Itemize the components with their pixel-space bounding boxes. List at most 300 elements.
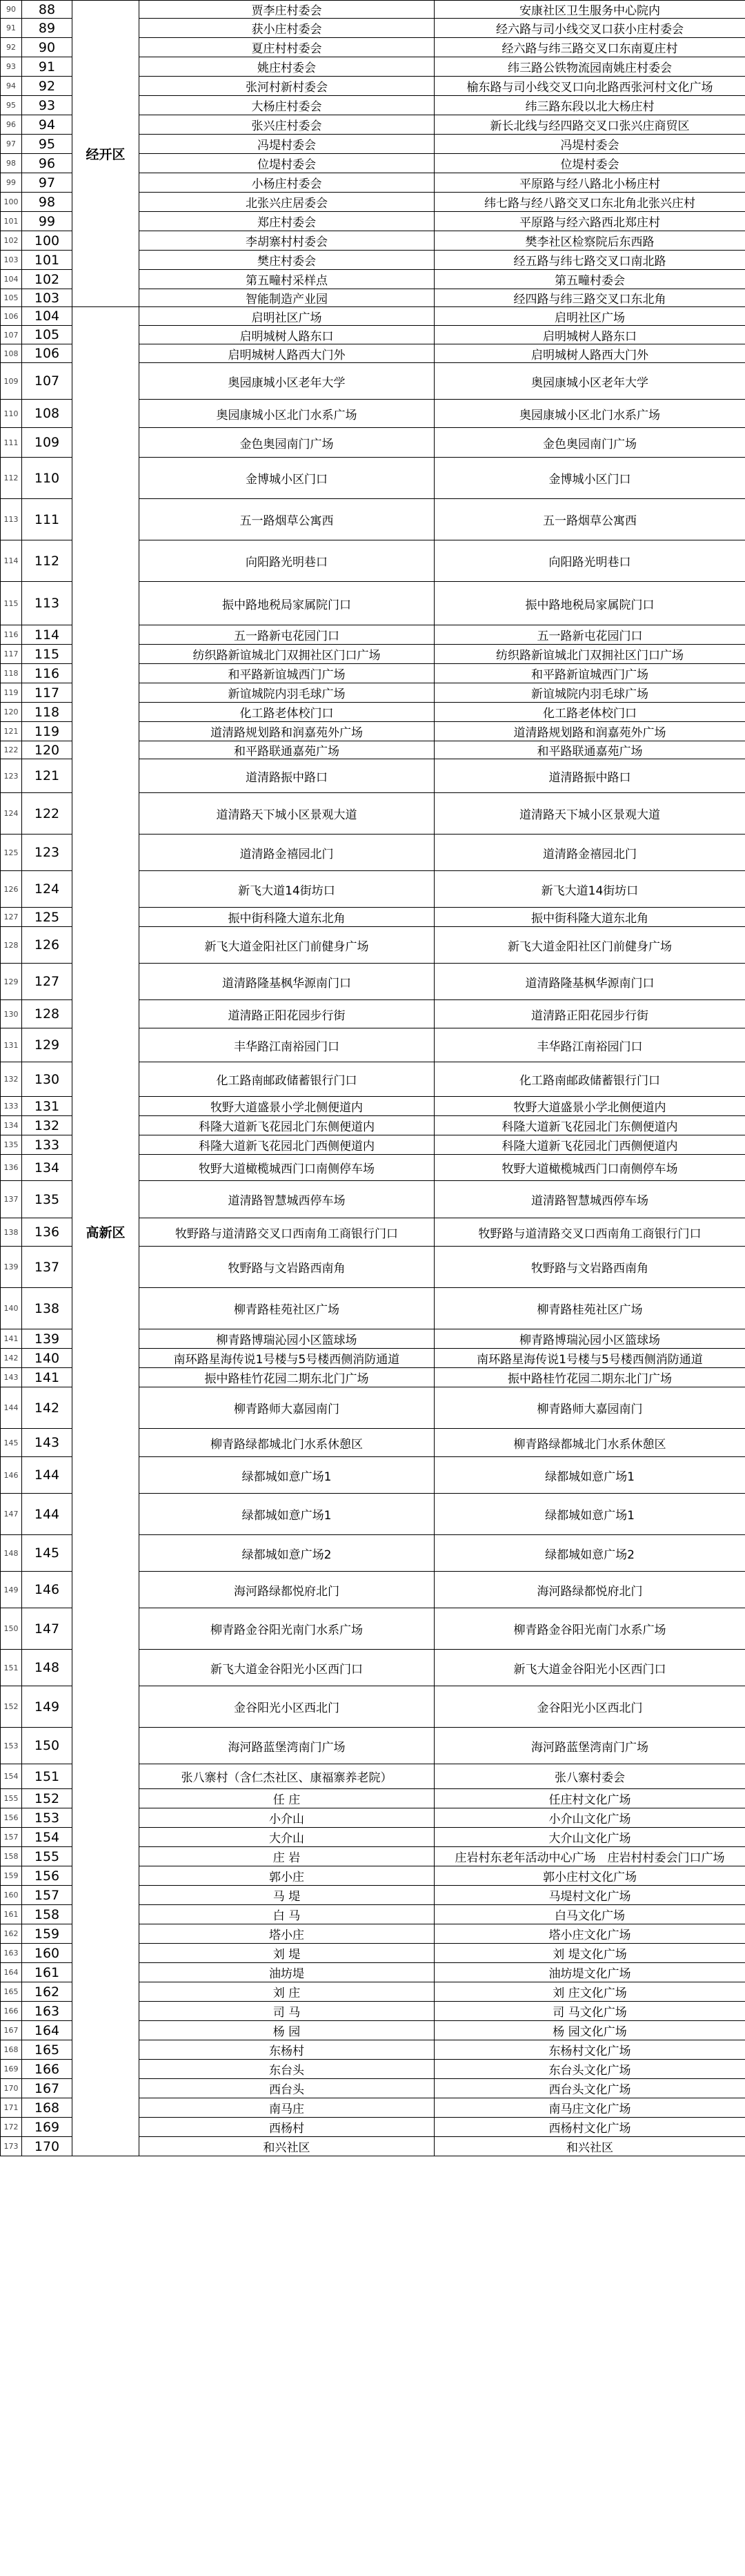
sampling-address: 纬七路与经八路交叉口东北角北张兴庄村 xyxy=(435,193,745,212)
seq-number: 119 xyxy=(22,722,72,741)
row-number: 136 xyxy=(1,1155,22,1181)
sampling-address: 柳青路桂苑社区广场 xyxy=(435,1288,745,1329)
sampling-point: 丰华路江南裕园门口 xyxy=(139,1028,435,1062)
sampling-point: 道清路振中路口 xyxy=(139,759,435,793)
row-number: 132 xyxy=(1,1062,22,1097)
sampling-address: 司 马文化广场 xyxy=(435,2002,745,2021)
row-number: 144 xyxy=(1,1387,22,1429)
row-number: 148 xyxy=(1,1535,22,1572)
row-number: 90 xyxy=(1,1,22,19)
row-number: 159 xyxy=(1,1866,22,1886)
sampling-point: 振中路地税局家属院门口 xyxy=(139,582,435,625)
row-number: 107 xyxy=(1,326,22,344)
seq-number: 166 xyxy=(22,2060,72,2079)
sampling-address: 塔小庄文化广场 xyxy=(435,1924,745,1944)
sampling-address: 绿都城如意广场2 xyxy=(435,1535,745,1572)
sampling-address: 纬三路东段以北大杨庄村 xyxy=(435,96,745,115)
row-number: 150 xyxy=(1,1608,22,1650)
sampling-address: 经六路与纬三路交叉口东南夏庄村 xyxy=(435,38,745,57)
sampling-point: 冯堤村委会 xyxy=(139,135,435,154)
sampling-address: 冯堤村委会 xyxy=(435,135,745,154)
seq-number: 140 xyxy=(22,1349,72,1368)
row-number: 163 xyxy=(1,1944,22,1963)
row-number: 94 xyxy=(1,77,22,96)
sampling-address: 张八寨村委会 xyxy=(435,1764,745,1789)
sampling-point: 奥园康城小区老年大学 xyxy=(139,363,435,400)
sampling-point: 西杨村 xyxy=(139,2118,435,2137)
row-number: 92 xyxy=(1,38,22,57)
sampling-point: 司 马 xyxy=(139,2002,435,2021)
sampling-point: 新飞大道金阳社区门前健身广场 xyxy=(139,927,435,964)
sampling-address: 道清路规划路和润嘉苑外广场 xyxy=(435,722,745,741)
sampling-point: 获小庄村委会 xyxy=(139,19,435,38)
sampling-point: 新飞大道14街坊口 xyxy=(139,871,435,908)
sampling-point: 张八寨村（含仁杰社区、康福寨养老院） xyxy=(139,1764,435,1789)
sampling-point: 贾李庄村委会 xyxy=(139,1,435,19)
seq-number: 165 xyxy=(22,2040,72,2060)
sampling-point: 新谊城院内羽毛球广场 xyxy=(139,683,435,703)
seq-number: 157 xyxy=(22,1886,72,1905)
sampling-point: 张河村新村委会 xyxy=(139,77,435,96)
seq-number: 93 xyxy=(22,96,72,115)
sampling-point: 道清路金禧园北门 xyxy=(139,835,435,871)
seq-number: 91 xyxy=(22,57,72,77)
sampling-address: 柳青路博瑞沁园小区篮球场 xyxy=(435,1329,745,1349)
row-number: 165 xyxy=(1,1982,22,2002)
row-number: 147 xyxy=(1,1494,22,1535)
seq-number: 95 xyxy=(22,135,72,154)
seq-number: 144 xyxy=(22,1494,72,1535)
row-number: 171 xyxy=(1,2098,22,2118)
row-number: 123 xyxy=(1,759,22,793)
row-number: 101 xyxy=(1,212,22,231)
sampling-point: 金博城小区门口 xyxy=(139,458,435,499)
row-number: 111 xyxy=(1,428,22,458)
row-number: 160 xyxy=(1,1886,22,1905)
seq-number: 138 xyxy=(22,1288,72,1329)
sampling-point: 杨 园 xyxy=(139,2021,435,2040)
seq-number: 113 xyxy=(22,582,72,625)
table-row xyxy=(1,1,745,19)
sampling-address: 海河路蓝堡湾南门广场 xyxy=(435,1728,745,1764)
row-number: 128 xyxy=(1,927,22,964)
sampling-point: 郑庄村委会 xyxy=(139,212,435,231)
seq-number: 141 xyxy=(22,1368,72,1387)
seq-number: 149 xyxy=(22,1686,72,1728)
sampling-point: 东杨村 xyxy=(139,2040,435,2060)
seq-number: 105 xyxy=(22,326,72,344)
sampling-point: 柳青路桂苑社区广场 xyxy=(139,1288,435,1329)
row-number: 155 xyxy=(1,1789,22,1808)
seq-number: 150 xyxy=(22,1728,72,1764)
sampling-point: 柳青路绿都城北门水系休憩区 xyxy=(139,1429,435,1457)
sampling-address: 振中路桂竹花园二期东北门广场 xyxy=(435,1368,745,1387)
seq-number: 123 xyxy=(22,835,72,871)
sampling-address: 向阳路光明巷口 xyxy=(435,540,745,582)
sampling-address: 化工路南邮政储蓄银行门口 xyxy=(435,1062,745,1097)
seq-number: 100 xyxy=(22,231,72,251)
row-number: 95 xyxy=(1,96,22,115)
sampling-address: 新飞大道14街坊口 xyxy=(435,871,745,908)
sampling-point: 金色奥园南门广场 xyxy=(139,428,435,458)
row-number: 119 xyxy=(1,683,22,703)
row-number: 141 xyxy=(1,1329,22,1349)
seq-number: 106 xyxy=(22,344,72,363)
seq-number: 102 xyxy=(22,270,72,289)
seq-number: 145 xyxy=(22,1535,72,1572)
sampling-address: 道清路天下城小区景观大道 xyxy=(435,793,745,835)
seq-number: 103 xyxy=(22,289,72,307)
seq-number: 131 xyxy=(22,1097,72,1116)
sampling-point: 和平路新谊城西门广场 xyxy=(139,664,435,683)
seq-number: 154 xyxy=(22,1828,72,1847)
sampling-point: 东台头 xyxy=(139,2060,435,2079)
row-number: 117 xyxy=(1,645,22,664)
seq-number: 153 xyxy=(22,1808,72,1828)
seq-number: 167 xyxy=(22,2079,72,2098)
seq-number: 126 xyxy=(22,927,72,964)
row-number: 170 xyxy=(1,2079,22,2098)
row-number: 120 xyxy=(1,703,22,722)
seq-number: 130 xyxy=(22,1062,72,1097)
sampling-point: 马 堤 xyxy=(139,1886,435,1905)
seq-number: 132 xyxy=(22,1116,72,1135)
sampling-point: 大杨庄村委会 xyxy=(139,96,435,115)
row-number: 96 xyxy=(1,115,22,135)
sampling-address: 西台头文化广场 xyxy=(435,2079,745,2098)
sampling-address: 和兴社区 xyxy=(435,2137,745,2156)
sampling-address: 任庄村文化广场 xyxy=(435,1789,745,1808)
seq-number: 135 xyxy=(22,1181,72,1218)
row-number: 138 xyxy=(1,1218,22,1247)
seq-number: 112 xyxy=(22,540,72,582)
sampling-point: 金谷阳光小区西北门 xyxy=(139,1686,435,1728)
sampling-address: 郭小庄村文化广场 xyxy=(435,1866,745,1886)
sampling-point: 第五疃村采样点 xyxy=(139,270,435,289)
row-number: 133 xyxy=(1,1097,22,1116)
sampling-address: 东杨村文化广场 xyxy=(435,2040,745,2060)
sampling-address: 牧野大道橄榄城西门口南侧停车场 xyxy=(435,1155,745,1181)
seq-number: 94 xyxy=(22,115,72,135)
row-number: 137 xyxy=(1,1181,22,1218)
row-number: 134 xyxy=(1,1116,22,1135)
row-number: 115 xyxy=(1,582,22,625)
row-number: 130 xyxy=(1,1000,22,1028)
seq-number: 90 xyxy=(22,38,72,57)
seq-number: 156 xyxy=(22,1866,72,1886)
seq-number: 97 xyxy=(22,173,72,193)
seq-number: 104 xyxy=(22,307,72,326)
sampling-address: 大介山文化广场 xyxy=(435,1828,745,1847)
row-number: 91 xyxy=(1,19,22,38)
sampling-address: 柳青路绿都城北门水系休憩区 xyxy=(435,1429,745,1457)
sampling-address: 和平路新谊城西门广场 xyxy=(435,664,745,683)
seq-number: 144 xyxy=(22,1457,72,1494)
sampling-address: 白马文化广场 xyxy=(435,1905,745,1924)
seq-number: 168 xyxy=(22,2098,72,2118)
seq-number: 161 xyxy=(22,1963,72,1982)
seq-number: 164 xyxy=(22,2021,72,2040)
sampling-point: 大介山 xyxy=(139,1828,435,1847)
sampling-address: 丰华路江南裕园门口 xyxy=(435,1028,745,1062)
sampling-point: 道清路规划路和润嘉苑外广场 xyxy=(139,722,435,741)
sampling-point: 柳青路师大嘉园南门 xyxy=(139,1387,435,1429)
seq-number: 101 xyxy=(22,251,72,270)
row-number: 145 xyxy=(1,1429,22,1457)
sampling-address: 道清路振中路口 xyxy=(435,759,745,793)
sampling-point: 科隆大道新飞花园北门东侧便道内 xyxy=(139,1116,435,1135)
sampling-point: 任 庄 xyxy=(139,1789,435,1808)
sampling-address: 牧野路与道清路交叉口西南角工商银行门口 xyxy=(435,1218,745,1247)
sampling-address: 金色奥园南门广场 xyxy=(435,428,745,458)
row-number: 112 xyxy=(1,458,22,499)
seq-number: 133 xyxy=(22,1135,72,1155)
sampling-point: 姚庄村委会 xyxy=(139,57,435,77)
row-number: 104 xyxy=(1,270,22,289)
row-number: 167 xyxy=(1,2021,22,2040)
row-number: 127 xyxy=(1,908,22,927)
sampling-point: 南环路星海传说1号楼与5号楼西侧消防通道 xyxy=(139,1349,435,1368)
seq-number: 163 xyxy=(22,2002,72,2021)
sampling-address: 油坊堤文化广场 xyxy=(435,1963,745,1982)
row-number: 93 xyxy=(1,57,22,77)
sampling-address: 启明社区广场 xyxy=(435,307,745,326)
sampling-point: 道清路正阳花园步行街 xyxy=(139,1000,435,1028)
sampling-address: 经五路与纬七路交叉口南北路 xyxy=(435,251,745,270)
row-number: 103 xyxy=(1,251,22,270)
sampling-address: 道清路金禧园北门 xyxy=(435,835,745,871)
sampling-point: 牧野路与文岩路西南角 xyxy=(139,1247,435,1288)
seq-number: 158 xyxy=(22,1905,72,1924)
sampling-point: 振中路桂竹花园二期东北门广场 xyxy=(139,1368,435,1387)
seq-number: 107 xyxy=(22,363,72,400)
sampling-point: 启明城树人路东口 xyxy=(139,326,435,344)
seq-number: 125 xyxy=(22,908,72,927)
sampling-address: 刘 堤文化广场 xyxy=(435,1944,745,1963)
sampling-point: 和平路联通嘉苑广场 xyxy=(139,741,435,759)
row-number: 102 xyxy=(1,231,22,251)
seq-number: 99 xyxy=(22,212,72,231)
sampling-point: 绿都城如意广场1 xyxy=(139,1457,435,1494)
sampling-address: 绿都城如意广场1 xyxy=(435,1457,745,1494)
sampling-point: 绿都城如意广场2 xyxy=(139,1535,435,1572)
sampling-address: 刘 庄文化广场 xyxy=(435,1982,745,2002)
sampling-address: 第五疃村委会 xyxy=(435,270,745,289)
sampling-address: 纬三路公铁物流园南姚庄村委会 xyxy=(435,57,745,77)
seq-number: 109 xyxy=(22,428,72,458)
seq-number: 120 xyxy=(22,741,72,759)
sampling-address: 平原路与经八路北小杨庄村 xyxy=(435,173,745,193)
sampling-point: 海河路绿都悦府北门 xyxy=(139,1572,435,1608)
sampling-address: 东台头文化广场 xyxy=(435,2060,745,2079)
row-number: 152 xyxy=(1,1686,22,1728)
seq-number: 137 xyxy=(22,1247,72,1288)
district-cell: 高新区 xyxy=(72,307,139,2156)
seq-number: 128 xyxy=(22,1000,72,1028)
seq-number: 98 xyxy=(22,193,72,212)
seq-number: 111 xyxy=(22,499,72,540)
sampling-point: 五一路烟草公寓西 xyxy=(139,499,435,540)
seq-number: 139 xyxy=(22,1329,72,1349)
seq-number: 159 xyxy=(22,1924,72,1944)
row-number: 105 xyxy=(1,289,22,307)
table-body xyxy=(1,1,745,2156)
sampling-point: 夏庄村村委会 xyxy=(139,38,435,57)
sampling-point: 北张兴庄居委会 xyxy=(139,193,435,212)
sampling-point: 振中街科隆大道东北角 xyxy=(139,908,435,927)
sampling-point: 和兴社区 xyxy=(139,2137,435,2156)
sampling-point: 位堤村委会 xyxy=(139,154,435,173)
row-number: 135 xyxy=(1,1135,22,1155)
sampling-point: 启明城树人路西大门外 xyxy=(139,344,435,363)
sampling-address: 绿都城如意广场1 xyxy=(435,1494,745,1535)
row-number: 162 xyxy=(1,1924,22,1944)
row-number: 100 xyxy=(1,193,22,212)
row-number: 106 xyxy=(1,307,22,326)
row-number: 139 xyxy=(1,1247,22,1288)
sampling-address: 金谷阳光小区西北门 xyxy=(435,1686,745,1728)
sampling-point: 绿都城如意广场1 xyxy=(139,1494,435,1535)
sampling-address: 南马庄文化广场 xyxy=(435,2098,745,2118)
sampling-point: 樊庄村委会 xyxy=(139,251,435,270)
sampling-address: 经六路与司小线交叉口获小庄村委会 xyxy=(435,19,745,38)
row-number: 114 xyxy=(1,540,22,582)
sampling-address: 道清路正阳花园步行街 xyxy=(435,1000,745,1028)
seq-number: 89 xyxy=(22,19,72,38)
row-number: 146 xyxy=(1,1457,22,1494)
sampling-address: 南环路星海传说1号楼与5号楼西侧消防通道 xyxy=(435,1349,745,1368)
sampling-address: 柳青路金谷阳光南门水系广场 xyxy=(435,1608,745,1650)
row-number: 110 xyxy=(1,400,22,428)
row-number: 153 xyxy=(1,1728,22,1764)
row-number: 122 xyxy=(1,741,22,759)
sampling-point: 海河路蓝堡湾南门广场 xyxy=(139,1728,435,1764)
sampling-address: 牧野路与文岩路西南角 xyxy=(435,1247,745,1288)
seq-number: 117 xyxy=(22,683,72,703)
row-number: 108 xyxy=(1,344,22,363)
seq-number: 147 xyxy=(22,1608,72,1650)
row-number: 149 xyxy=(1,1572,22,1608)
sampling-address: 道清路智慧城西停车场 xyxy=(435,1181,745,1218)
row-number: 121 xyxy=(1,722,22,741)
seq-number: 114 xyxy=(22,625,72,645)
sampling-point: 牧野路与道清路交叉口西南角工商银行门口 xyxy=(139,1218,435,1247)
sampling-point: 道清路智慧城西停车场 xyxy=(139,1181,435,1218)
row-number: 118 xyxy=(1,664,22,683)
sampling-address: 奥园康城小区北门水系广场 xyxy=(435,400,745,428)
sampling-point: 向阳路光明巷口 xyxy=(139,540,435,582)
row-number: 173 xyxy=(1,2137,22,2156)
row-number: 156 xyxy=(1,1808,22,1828)
sampling-address: 柳青路师大嘉园南门 xyxy=(435,1387,745,1429)
sampling-point: 庄 岩 xyxy=(139,1847,435,1866)
row-number: 166 xyxy=(1,2002,22,2021)
seq-number: 127 xyxy=(22,964,72,1000)
sampling-address: 新飞大道金谷阳光小区西门口 xyxy=(435,1650,745,1686)
sampling-point: 科隆大道新飞花园北门西侧便道内 xyxy=(139,1135,435,1155)
seq-number: 134 xyxy=(22,1155,72,1181)
seq-number: 116 xyxy=(22,664,72,683)
sampling-point: 小介山 xyxy=(139,1808,435,1828)
seq-number: 142 xyxy=(22,1387,72,1429)
sampling-address: 安康社区卫生服务中心院内 xyxy=(435,1,745,19)
sampling-point: 李胡寨村村委会 xyxy=(139,231,435,251)
row-number: 164 xyxy=(1,1963,22,1982)
row-number: 172 xyxy=(1,2118,22,2137)
sampling-point: 刘 庄 xyxy=(139,1982,435,2002)
sampling-address: 五一路新屯花园门口 xyxy=(435,625,745,645)
sampling-address: 杨 园文化广场 xyxy=(435,2021,745,2040)
row-number: 98 xyxy=(1,154,22,173)
sampling-address: 振中路地税局家属院门口 xyxy=(435,582,745,625)
sampling-address: 纺织路新谊城北门双拥社区门口广场 xyxy=(435,645,745,664)
sampling-address: 马堤村文化广场 xyxy=(435,1886,745,1905)
sampling-point: 化工路南邮政储蓄银行门口 xyxy=(139,1062,435,1097)
sampling-address: 化工路老体校门口 xyxy=(435,703,745,722)
row-number: 169 xyxy=(1,2060,22,2079)
seq-number: 162 xyxy=(22,1982,72,2002)
sampling-address: 海河路绿都悦府北门 xyxy=(435,1572,745,1608)
sampling-point: 白 马 xyxy=(139,1905,435,1924)
row-number: 116 xyxy=(1,625,22,645)
seq-number: 110 xyxy=(22,458,72,499)
row-number: 143 xyxy=(1,1368,22,1387)
row-number: 158 xyxy=(1,1847,22,1866)
row-number: 113 xyxy=(1,499,22,540)
sampling-point: 启明社区广场 xyxy=(139,307,435,326)
table-row xyxy=(1,307,745,326)
sampling-point: 刘 堤 xyxy=(139,1944,435,1963)
seq-number: 129 xyxy=(22,1028,72,1062)
seq-number: 108 xyxy=(22,400,72,428)
seq-number: 170 xyxy=(22,2137,72,2156)
sampling-address: 五一路烟草公寓西 xyxy=(435,499,745,540)
sampling-point: 柳青路金谷阳光南门水系广场 xyxy=(139,1608,435,1650)
sampling-address: 新飞大道金阳社区门前健身广场 xyxy=(435,927,745,964)
seq-number: 152 xyxy=(22,1789,72,1808)
sampling-point: 牧野大道盛景小学北侧便道内 xyxy=(139,1097,435,1116)
seq-number: 155 xyxy=(22,1847,72,1866)
sampling-point: 西台头 xyxy=(139,2079,435,2098)
row-number: 129 xyxy=(1,964,22,1000)
row-number: 124 xyxy=(1,793,22,835)
row-number: 140 xyxy=(1,1288,22,1329)
row-number: 154 xyxy=(1,1764,22,1789)
sampling-point: 牧野大道橄榄城西门口南侧停车场 xyxy=(139,1155,435,1181)
sampling-address: 位堤村委会 xyxy=(435,154,745,173)
sampling-address: 西杨村文化广场 xyxy=(435,2118,745,2137)
sampling-point: 新飞大道金谷阳光小区西门口 xyxy=(139,1650,435,1686)
sampling-address: 平原路与经六路西北郑庄村 xyxy=(435,212,745,231)
sampling-point: 柳青路博瑞沁园小区篮球场 xyxy=(139,1329,435,1349)
seq-number: 146 xyxy=(22,1572,72,1608)
sampling-point: 道清路天下城小区景观大道 xyxy=(139,793,435,835)
row-number: 151 xyxy=(1,1650,22,1686)
row-number: 126 xyxy=(1,871,22,908)
seq-number: 136 xyxy=(22,1218,72,1247)
seq-number: 121 xyxy=(22,759,72,793)
sampling-point: 五一路新屯花园门口 xyxy=(139,625,435,645)
sampling-address: 小介山文化广场 xyxy=(435,1808,745,1828)
sampling-address: 科隆大道新飞花园北门东侧便道内 xyxy=(435,1116,745,1135)
sampling-address: 和平路联通嘉苑广场 xyxy=(435,741,745,759)
sampling-address: 新长北线与经四路交叉口张兴庄商贸区 xyxy=(435,115,745,135)
seq-number: 148 xyxy=(22,1650,72,1686)
seq-number: 151 xyxy=(22,1764,72,1789)
sampling-point: 智能制造产业园 xyxy=(139,289,435,307)
row-number: 157 xyxy=(1,1828,22,1847)
sampling-point: 南马庄 xyxy=(139,2098,435,2118)
